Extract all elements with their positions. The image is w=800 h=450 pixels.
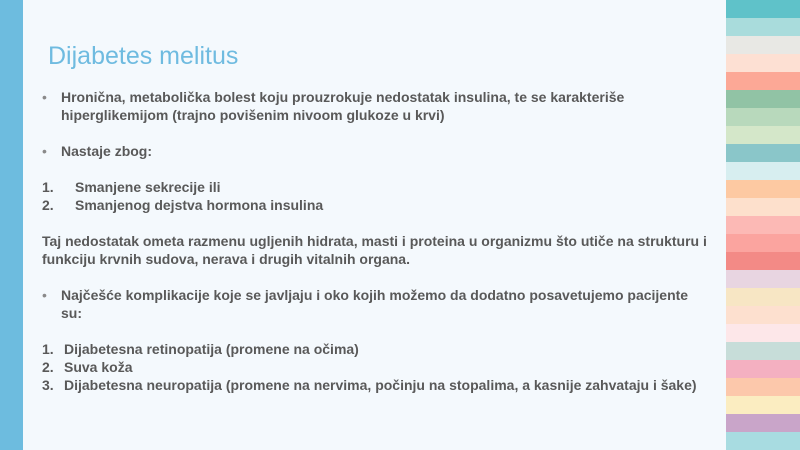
bullet-complications: • Najčešće komplikacije koje se javljaju i oko kojih možemo da dodatno posavetujemo pacijente su: [42,286,712,322]
stripe-16 [726,270,800,288]
stripe-23 [726,396,800,414]
complication-text: Suva koža [64,359,133,375]
list-number: 3. [42,377,54,393]
stripe-13 [726,216,800,234]
list-number: 1. [42,179,54,195]
list-number: 2. [42,359,54,375]
slide-content [42,38,712,394]
stripe-10 [726,162,800,180]
stripe-24 [726,414,800,432]
cause-item-1 [42,178,712,196]
stripe-12 [726,198,800,216]
stripe-9 [726,144,800,162]
stripe-2 [726,18,800,36]
stripe-6 [726,90,800,108]
stripe-25 [726,432,800,450]
stripe-3 [726,36,800,54]
complication-item-2 [42,358,712,376]
slide-body [42,88,712,394]
stripe-4 [726,54,800,72]
list-number: 2. [42,197,54,213]
stripe-14 [726,234,800,252]
stripe-21 [726,360,800,378]
stripe-22 [726,378,800,396]
stripe-18 [726,306,800,324]
stripe-5 [726,72,800,90]
stripe-19 [726,324,800,342]
complication-item-3 [42,376,712,394]
cause-text: Smanjenog dejstva hormona insulina [75,197,324,213]
slide-title: Dijabetes melitus [48,42,239,70]
complication-item-1 [42,340,712,358]
stripe-11 [726,180,800,198]
bullet-causes: • Nastaje zbog: [42,142,712,160]
complication-text: Dijabetesna neuropatija (promene na nervima, počinju na stopalima, a kasnije zahvataju i šake) [64,377,697,393]
stripe-7 [726,108,800,126]
cause-text: Smanjene sekrecije ili [75,179,221,195]
left-accent-bar [0,0,23,450]
complication-text: Dijabetesna retinopatija (promene na očima) [64,341,359,357]
decorative-stripes [726,0,800,450]
stripe-1 [726,0,800,18]
stripe-17 [726,288,800,306]
bullet-definition: • Hronična, metabolička bolest koju prouzrokuje nedostatak insulina, te se karakteriše hiperglikemijom (trajno povišenim nivoom glukoze u krvi) [42,88,712,124]
list-number: 1. [42,341,54,357]
stripe-15 [726,252,800,270]
cause-item-2 [42,196,712,214]
stripe-20 [726,342,800,360]
stripe-8 [726,126,800,144]
paragraph-effects: Taj nedostatak ometa razmenu ugljenih hidrata, masti i proteina u organizmu što utiče na strukturu i funkciju krvnih sudova, nerava i drugih vitalnih organa. [42,233,707,267]
